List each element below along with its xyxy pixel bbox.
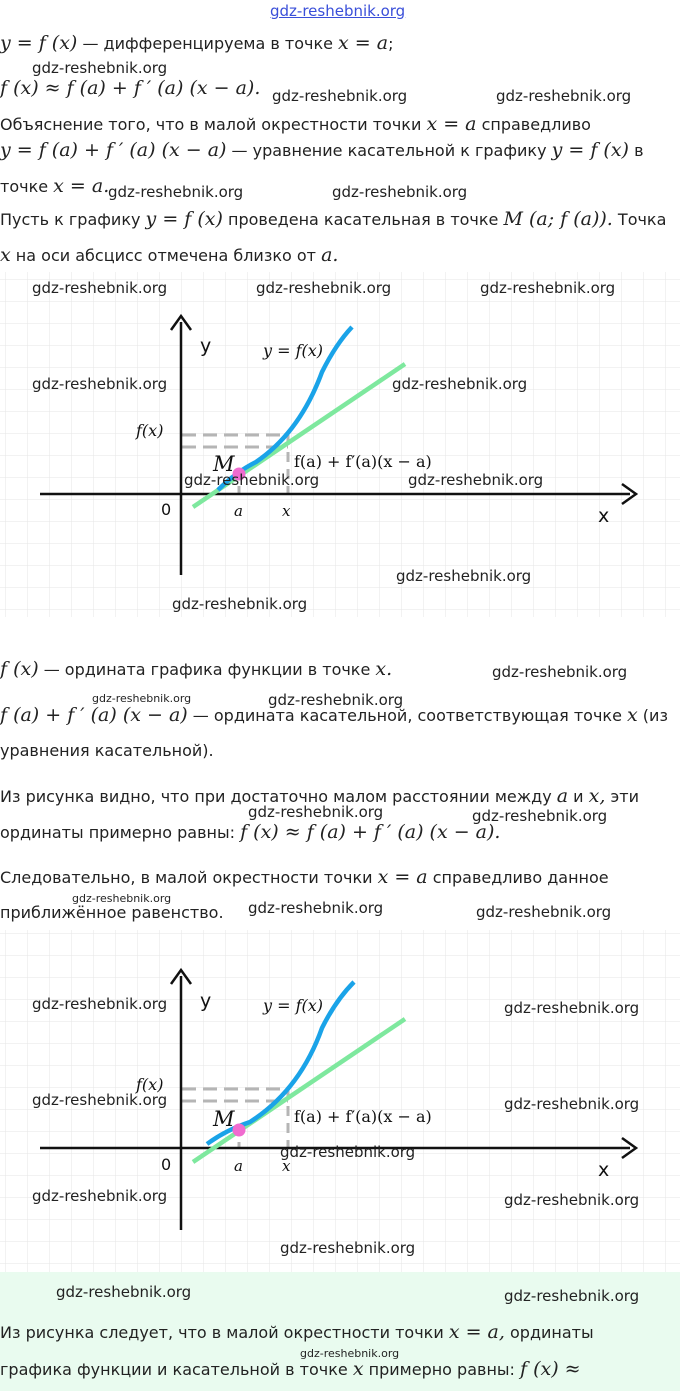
watermark: gdz-reshebnik.org	[268, 691, 404, 709]
watermark: gdz-reshebnik.org	[184, 471, 320, 489]
watermark: gdz-reshebnik.org	[32, 59, 168, 77]
math: x	[0, 244, 11, 266]
text-line-p6	[0, 866, 609, 889]
graph-1	[0, 272, 680, 617]
text: Точка	[612, 210, 667, 229]
origin-label: 0	[161, 500, 172, 519]
graph-1-svg	[0, 272, 680, 617]
text: ;	[388, 34, 394, 53]
watermark: gdz-reshebnik.org	[32, 1091, 168, 1109]
watermark: gdz-reshebnik.org	[280, 1239, 416, 1257]
text-line-p2	[0, 704, 668, 727]
text: примерно равны:	[363, 1360, 521, 1379]
text-line-6	[0, 208, 666, 231]
math: y = f (x)	[145, 208, 223, 230]
text: ординаты	[504, 1323, 594, 1342]
text: Следовательно, в малой окрестности точки	[0, 868, 378, 887]
text: — ордината графика функции в точке	[38, 660, 376, 679]
watermark: gdz-reshebnik.org	[300, 1347, 400, 1360]
watermark: gdz-reshebnik.org	[504, 1191, 640, 1209]
point-label: M	[213, 1107, 235, 1131]
math: x = a.	[53, 175, 110, 197]
math: a	[556, 785, 569, 807]
text: Пусть к графику	[0, 210, 146, 229]
math: x = a	[338, 32, 389, 54]
watermark: gdz-reshebnik.org	[56, 1283, 192, 1301]
text: — дифференцируема в точке	[77, 34, 339, 53]
watermark: gdz-reshebnik.org	[32, 279, 168, 297]
a-label: a	[234, 1157, 243, 1175]
tangent-label: f(a) + f′(a)(x − a)	[294, 1107, 432, 1126]
x-axis-label: x	[598, 1159, 610, 1181]
watermark: gdz-reshebnik.org	[332, 183, 468, 201]
math: x = a	[426, 113, 477, 135]
text: — уравнение касательной к графику	[226, 141, 552, 160]
watermark: gdz-reshebnik.org	[504, 1287, 640, 1305]
grid	[0, 272, 680, 617]
watermark: gdz-reshebnik.org	[32, 995, 168, 1013]
text-line-3	[0, 113, 591, 136]
site-link[interactable]: gdz-reshebnik.org	[270, 2, 406, 20]
text-line-p1	[0, 658, 392, 681]
math: y = f (x)	[0, 32, 78, 54]
watermark: gdz-reshebnik.org	[172, 595, 308, 613]
x-axis-label: x	[598, 505, 610, 527]
watermark: gdz-reshebnik.org	[496, 87, 632, 105]
watermark: gdz-reshebnik.org	[396, 567, 532, 585]
a-label: a	[234, 502, 243, 520]
curve-label: y = f(x)	[263, 996, 324, 1015]
math: y = f (x)	[551, 139, 629, 161]
math: x.	[375, 658, 393, 680]
math: x = a	[377, 866, 428, 888]
math: a.	[321, 244, 339, 266]
text-line-p5	[0, 821, 500, 844]
math: M (a; f (a)).	[503, 208, 613, 230]
text: на оси абсцисс отмечена близко от	[10, 246, 322, 265]
text-line-5	[0, 175, 109, 198]
math: x,	[588, 785, 606, 807]
watermark: gdz-reshebnik.org	[472, 807, 608, 825]
text-line-p7	[0, 902, 224, 924]
text: точке	[0, 177, 54, 196]
text: приближённое равенство.	[0, 903, 224, 922]
y-axis-label: y	[200, 335, 212, 357]
watermark: gdz-reshebnik.org	[92, 692, 192, 705]
tangent-label: f(a) + f′(a)(x − a)	[294, 452, 432, 471]
origin-label: 0	[161, 1155, 172, 1174]
y-axis-label: y	[200, 990, 212, 1012]
text: проведена касательная в точке	[222, 210, 504, 229]
text-line-4	[0, 139, 644, 162]
math: f (x) ≈ f (a) + f ′ (a) (x − a).	[0, 77, 261, 99]
math: f (x) ≈ f (a) + f ′ (a) (x − a).	[240, 821, 501, 843]
watermark: gdz-reshebnik.org	[408, 471, 544, 489]
text-line-1	[0, 32, 393, 55]
point-label: M	[213, 452, 235, 476]
watermark: gdz-reshebnik.org	[504, 999, 640, 1017]
curve-label: y = f(x)	[263, 341, 324, 360]
watermark: gdz-reshebnik.org	[504, 1095, 640, 1113]
watermark: gdz-reshebnik.org	[72, 892, 172, 905]
text: — ордината касательной, соответствующая точке	[187, 706, 627, 725]
fx-label: f(x)	[136, 1075, 164, 1094]
watermark: gdz-reshebnik.org	[280, 1143, 416, 1161]
watermark: gdz-reshebnik.org	[248, 803, 384, 821]
text-line-2	[0, 77, 260, 100]
math: x = a,	[448, 1321, 505, 1343]
text-line-p8	[0, 1321, 594, 1344]
watermark: gdz-reshebnik.org	[32, 375, 168, 393]
math: f (a) + f ′ (a) (x − a)	[0, 704, 188, 726]
text: справедливо	[476, 115, 591, 134]
text-line-7	[0, 244, 338, 267]
text: в	[628, 141, 644, 160]
watermark: gdz-reshebnik.org	[248, 899, 384, 917]
math: f (x)	[0, 658, 39, 680]
text: (из	[637, 706, 668, 725]
text: Из рисунка видно, что при достаточно малом расстоянии между	[0, 787, 557, 806]
text: уравнения касательной).	[0, 741, 214, 760]
text: Объяснение того, что в малой окрестности точки	[0, 115, 427, 134]
watermark: gdz-reshebnik.org	[32, 1187, 168, 1205]
text: эти	[605, 787, 640, 806]
watermark: gdz-reshebnik.org	[476, 903, 612, 921]
text-line-p3	[0, 740, 214, 762]
math: x	[627, 704, 638, 726]
text-line-p9	[0, 1358, 581, 1381]
math: y = f (a) + f ′ (a) (x − a)	[0, 139, 227, 161]
text: графика функции и касательной в точке	[0, 1360, 353, 1379]
text: справедливо данное	[427, 868, 609, 887]
watermark: gdz-reshebnik.org	[492, 663, 628, 681]
watermark: gdz-reshebnik.org	[272, 87, 408, 105]
watermark: gdz-reshebnik.org	[392, 375, 528, 393]
text: ординаты примерно равны:	[0, 823, 241, 842]
x-tick-label: x	[282, 502, 291, 520]
fx-label: f(x)	[136, 421, 164, 440]
watermark: gdz-reshebnik.org	[480, 279, 616, 297]
math: x	[352, 1358, 364, 1380]
text: и	[568, 787, 589, 806]
watermark: gdz-reshebnik.org	[256, 279, 392, 297]
watermark: gdz-reshebnik.org	[108, 183, 244, 201]
x-tick-label: x	[282, 1157, 291, 1175]
math: f (x) ≈	[520, 1358, 581, 1380]
text: Из рисунка следует, что в малой окрестности точки	[0, 1323, 449, 1342]
